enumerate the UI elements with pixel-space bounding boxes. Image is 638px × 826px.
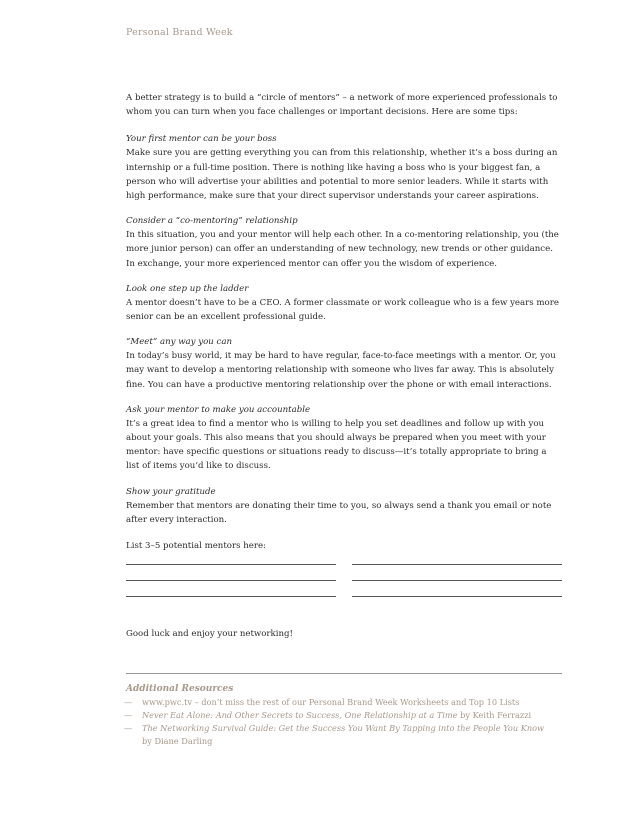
tip-gratitude bbox=[126, 486, 562, 527]
tip-body: Make sure you are getting everything you can from this relationship, whether it’s a boss during an internship or a full-time position. There is nothing like having a boss who is your biggest fan, a person who will advertise your abilities and potential to more senior leaders. While it starts with high performance, make sure that your direct supervisor understands your career aspirations. bbox=[126, 148, 558, 202]
resource-item bbox=[126, 722, 562, 748]
resource-link[interactable]: www.pwc.tv – don’t miss the rest of our Personal Brand Week Worksheets and Top 10 Lists bbox=[142, 697, 520, 708]
resource-item bbox=[126, 709, 562, 722]
list-prompt: List 3–5 potential mentors here: bbox=[126, 541, 266, 552]
section-divider bbox=[126, 673, 562, 674]
closing-text: Good luck and enjoy your networking! bbox=[126, 629, 293, 640]
intro-paragraph: A better strategy is to build a “circle of mentors” – a network of more experienced professionals to whom you can turn when you face challenges or important decisions. Here are some tips: bbox=[126, 93, 558, 118]
mentor-line[interactable] bbox=[126, 579, 336, 581]
tip-title: Ask your mentor to make you accountable bbox=[126, 404, 311, 415]
book-title: The Networking Survival Guide: Get the Success You Want By Tapping into the People You Know bbox=[142, 723, 545, 734]
tip-ladder bbox=[126, 283, 562, 324]
dash-bullet: — bbox=[124, 723, 133, 734]
mentor-write-lines bbox=[126, 563, 562, 597]
mentor-line[interactable] bbox=[352, 595, 562, 597]
resources-title: Additional Resources bbox=[126, 684, 234, 695]
book-author: by Keith Ferrazzi bbox=[457, 710, 532, 721]
mentor-line[interactable] bbox=[352, 579, 562, 581]
mentor-line[interactable] bbox=[126, 563, 336, 565]
book-title: Never Eat Alone: And Other Secrets to Success, One Relationship at a Time bbox=[142, 710, 458, 721]
tip-title: Show your gratitude bbox=[126, 486, 216, 497]
tip-meet bbox=[126, 336, 562, 392]
tip-boss bbox=[126, 133, 562, 203]
dash-bullet: — bbox=[124, 697, 133, 708]
book-author: by Diane Darling bbox=[142, 736, 213, 747]
tip-body: A mentor doesn’t have to be a CEO. A former classmate or work colleague who is a few years more senior can be an excellent professional guide. bbox=[126, 297, 559, 323]
dash-bullet: — bbox=[124, 710, 133, 721]
tip-title: Look one step up the ladder bbox=[126, 283, 249, 294]
tip-title: “Meet” any way you can bbox=[126, 337, 233, 348]
resource-item bbox=[126, 696, 562, 709]
tip-title: Your first mentor can be your boss bbox=[126, 134, 277, 145]
page-header: Personal Brand Week bbox=[126, 27, 233, 38]
main-content bbox=[126, 91, 562, 748]
tip-body: In today’s busy world, it may be hard to have regular, face-to-face meetings with a mentor. Or, you may want to develop a mentoring relationship with someone who lives far away. This is absolutely fine. You can have a productive mentoring relationship over the phone or with email interactions. bbox=[126, 351, 556, 390]
mentor-line[interactable] bbox=[352, 563, 562, 565]
tip-accountable bbox=[126, 404, 562, 474]
tip-body: Remember that mentors are donating their time to you, so always send a thank you email or note after every interaction. bbox=[126, 500, 552, 525]
tip-co-mentoring bbox=[126, 215, 562, 271]
tip-body: In this situation, you and your mentor will help each other. In a co-mentoring relationship, you (the more junior person) can offer an understanding of new technology, new trends or other guidance. In exchange, your more experienced mentor can offer you the wisdom of experience. bbox=[126, 230, 559, 269]
tip-title: Consider a “co-mentoring” relationship bbox=[126, 216, 298, 227]
tip-body: It’s a great idea to find a mentor who is willing to help you set deadlines and follow up with you about your goals. This also means that you should always be prepared when you meet with your mentor: have specific questions or situations ready to discuss—it’s totally appropriate to bring a list of items you’d like to discuss. bbox=[126, 418, 547, 472]
mentor-line[interactable] bbox=[126, 595, 336, 597]
